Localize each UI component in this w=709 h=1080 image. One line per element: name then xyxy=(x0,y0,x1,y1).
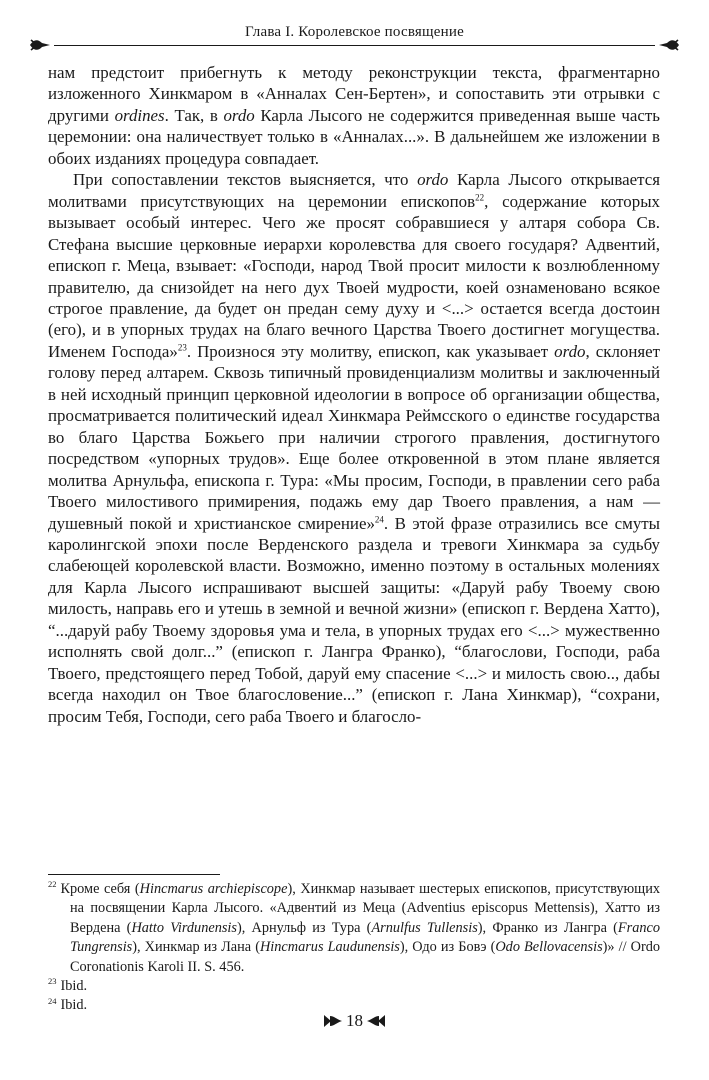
footnote-ref-24[interactable]: 24 xyxy=(374,513,384,524)
italic-term: ordines xyxy=(114,105,165,125)
italic-term: ordo xyxy=(417,170,449,190)
footnote-ref-23[interactable]: 23 xyxy=(177,342,187,353)
italic-term: Odo Bellovacensis xyxy=(495,939,603,956)
paragraph-1 xyxy=(48,62,660,169)
text-run: ), Хинкмар из Лана ( xyxy=(132,939,260,956)
italic-term: ordo xyxy=(223,105,255,125)
footnote-number: 23 xyxy=(48,976,57,987)
italic-term: Hincmarus Laudunensis xyxy=(259,939,400,956)
header-rule xyxy=(54,45,655,46)
text-run: нам предстоит прибегнуть к методу реконструкции текста, фрагментарно изложенного Хинкмаром в «Анналах Сен-Бертен», и сопоставить эти отрывки с другими xyxy=(48,63,660,125)
text-run: )» // Ordo Coronationis Karoli II. S. 456. xyxy=(70,939,661,975)
fleuron-left-pointing-icon xyxy=(365,1013,387,1029)
text-run: Карла Лысого не содержится приведенная выше часть церемонии: она наличествует только в «Анналах...». В дальнейшем же изложении в обоих изданиях процедура совпадает. xyxy=(48,105,660,168)
fleuron-right-pointing-icon xyxy=(322,1013,344,1029)
footnote-ref-22[interactable]: 22 xyxy=(475,192,485,203)
italic-term: Hincmarus archiepiscope xyxy=(139,881,288,897)
main-text xyxy=(48,62,660,727)
text-run: ), Хинкмар называет шестерых епископов, присутствующих на посвящении Карла Лысого. «Адвентий из Меца (Adventius episcopus Mettensis), Хатто из Вердена ( xyxy=(70,881,660,936)
footnote-separator xyxy=(48,874,220,875)
footnotes xyxy=(48,880,660,1016)
text-run: При сопоставлении текстов выясняется, что xyxy=(73,170,418,190)
page-footer xyxy=(0,1008,709,1034)
running-header xyxy=(32,22,677,50)
italic-term: Arnulfus Tullensis xyxy=(371,919,478,936)
text-run: Ibid. xyxy=(60,997,88,1014)
text-run: . Так, в xyxy=(164,105,224,125)
text-run: Карла Лысого открывается молитвами присутствующих на церемонии епископов xyxy=(48,170,660,211)
text-run: . Произнося эту молитву, епископ, как указывает xyxy=(186,341,555,361)
text-run: ), Одо из Бовэ ( xyxy=(399,939,496,956)
italic-term: Franco Tungrensis xyxy=(70,919,660,956)
footnote-number: 22 xyxy=(48,879,57,890)
text-run: ), Франко из Лангра ( xyxy=(477,919,618,936)
text-run: , содержание которых вызывает особый интерес. Чего же просят собравшиеся у алтаря собора Св. Стефана высшие церковные иерархи королевства для своего государя? Адвентий, епископ г. Меца, взывает: «Господи, народ Твой просит милости к возлюбленному правителю, да снизойдет на него дух Твоей мудрости, коей ознаменовано всякое строгое правление, да будет он предан сему духу и <...> остается всегда достоин (его), и в упорных трудах на благо вечного Царства Твоего достигнет могущества. Именем Господа» xyxy=(48,191,660,361)
text-run: , склоняет голову перед алтарем. Сквозь типичный провиденциализм молитвы и заключенный в ней исходный принцип церковной идеологии в вопросе об организации общества, просматривается политический идеал Хинкмара Реймсского о единстве государства во благо Царства Божьего при наличии строгого правления, достигнутого посредством «упорных трудов». Еще более откровенной в этом плане является молитва Арнульфа, епископа г. Тура: «Мы просим, Господи, в правлении сего раба Твоего милостивого примирения, подажь ему дар Твоего правления, а нам — душевный покой и христианское смирение» xyxy=(48,341,661,533)
italic-term: ordo xyxy=(554,341,586,361)
text-run: Ibid. xyxy=(60,978,88,995)
footnote-22 xyxy=(48,880,660,977)
text-run: . В этой фразе отразились все смуты каролингской эпохи после Верденского раздела и тревоги Хинкмара за судьбу слабеющей королевской власти. Возможно, именно поэтому в остальных молениях для Карла Лысого испрашивают высшей защиты: «Даруй рабу Твоему свою милость, направь его и утешь в земной и вечной жизни» (епископ г. Вердена Хатто), “...даруй рабу Твоему здоровья ума и тела, в упорных трудах его <...> мужественно исполнять свой долг...” (епископ г. Лангра Франко), “благослови, Господи, раба Твоего, предстоящего перед Тобой, даруй ему спасение <...> и милость свою.., дабы всегда находил он Твое благословение...” (епископ г. Лана Хинкмар), “сохрани, просим Тебя, Господи, сего раба Твоего и благосло- xyxy=(48,513,660,726)
italic-term: Hatto Virdunensis xyxy=(131,919,237,936)
chapter-title: Глава I. Королевское посвящение xyxy=(245,24,464,40)
footnote-number: 24 xyxy=(48,995,57,1006)
text-run: ), Арнульф из Тура ( xyxy=(236,919,372,936)
fleuron-right-icon xyxy=(657,36,681,54)
text-run: Кроме себя ( xyxy=(60,881,140,897)
page-number: 18 xyxy=(346,1011,363,1030)
footnote-23 xyxy=(48,977,660,996)
paragraph-2 xyxy=(48,169,660,727)
